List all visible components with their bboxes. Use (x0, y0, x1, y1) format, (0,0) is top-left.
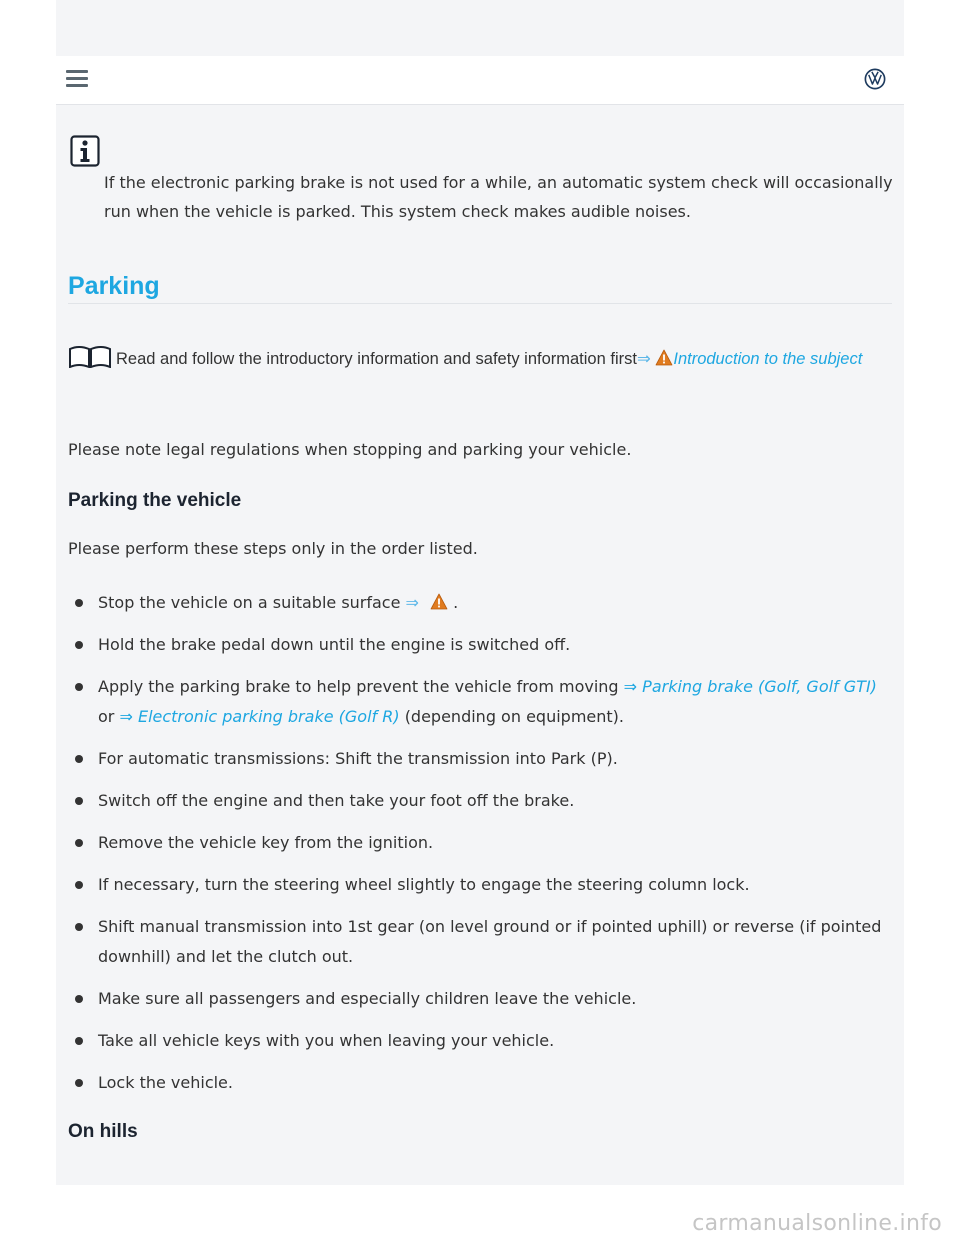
info-note-text: If the electronic parking brake is not used for a while, an automatic system check will occasionally run when the vehicle is parked. This system check makes audible noises. (104, 173, 893, 221)
hamburger-menu-icon[interactable] (66, 70, 88, 88)
intro-text: Read and follow the introductory information and safety information first (116, 350, 637, 368)
list-item: For automatic transmissions: Shift the transmission into Park (P). (68, 744, 892, 774)
list-item: If necessary, turn the steering wheel slightly to engage the steering column lock. (68, 870, 892, 900)
intro-arrow[interactable]: ⇒ (636, 350, 651, 368)
list-item: Apply the parking brake to help prevent the vehicle from moving ⇒ Parking brake (Golf, Golf GTI) or ⇒ Electronic parking brake (Golf R) (depending on equipment). (68, 672, 892, 732)
list-item: Make sure all passengers and especially children leave the vehicle. (68, 984, 892, 1014)
list-item: Switch off the engine and then take your foot off the brake. (68, 786, 892, 816)
section-title-parking: Parking (68, 272, 160, 300)
section-divider (68, 303, 892, 304)
list-item: Lock the vehicle. (68, 1068, 892, 1098)
list-item: Hold the brake pedal down until the engine is switched off. (68, 630, 892, 660)
subtitle-on-hills: On hills (68, 1121, 138, 1142)
intro-paragraph (68, 345, 888, 373)
list-item: Take all vehicle keys with you when leaving your vehicle. (68, 1026, 892, 1056)
list-item: Shift manual transmission into 1st gear (on level ground or if pointed uphill) or reverse (if pointed downhill) and let the clutch out. (68, 912, 892, 972)
step-link-arrow[interactable]: ⇒ (405, 593, 419, 612)
parking-steps-list (68, 588, 892, 1110)
steps-lead: Please perform these steps only in the order listed. (68, 539, 478, 558)
intro-link[interactable]: Introduction to the subject (673, 350, 863, 368)
warning-icon[interactable] (655, 349, 673, 366)
top-bar (56, 56, 904, 105)
list-item: Stop the vehicle on a suitable surface ⇒ . (68, 588, 892, 618)
link-parking-brake[interactable]: ⇒ Parking brake (Golf, Golf GTI) (623, 677, 877, 696)
warning-icon[interactable] (430, 593, 448, 610)
subtitle-parking-the-vehicle: Parking the vehicle (68, 490, 242, 511)
legal-note: Please note legal regulations when stopping and parking your vehicle. (68, 440, 632, 459)
link-electronic-parking-brake[interactable]: ⇒ Electronic parking brake (Golf R) (119, 707, 400, 726)
book-icon (68, 346, 112, 368)
list-item: Remove the vehicle key from the ignition. (68, 828, 892, 858)
vw-logo-icon[interactable] (864, 68, 886, 90)
watermark: carmanualsonline.info (692, 1211, 942, 1236)
info-icon (70, 135, 100, 167)
